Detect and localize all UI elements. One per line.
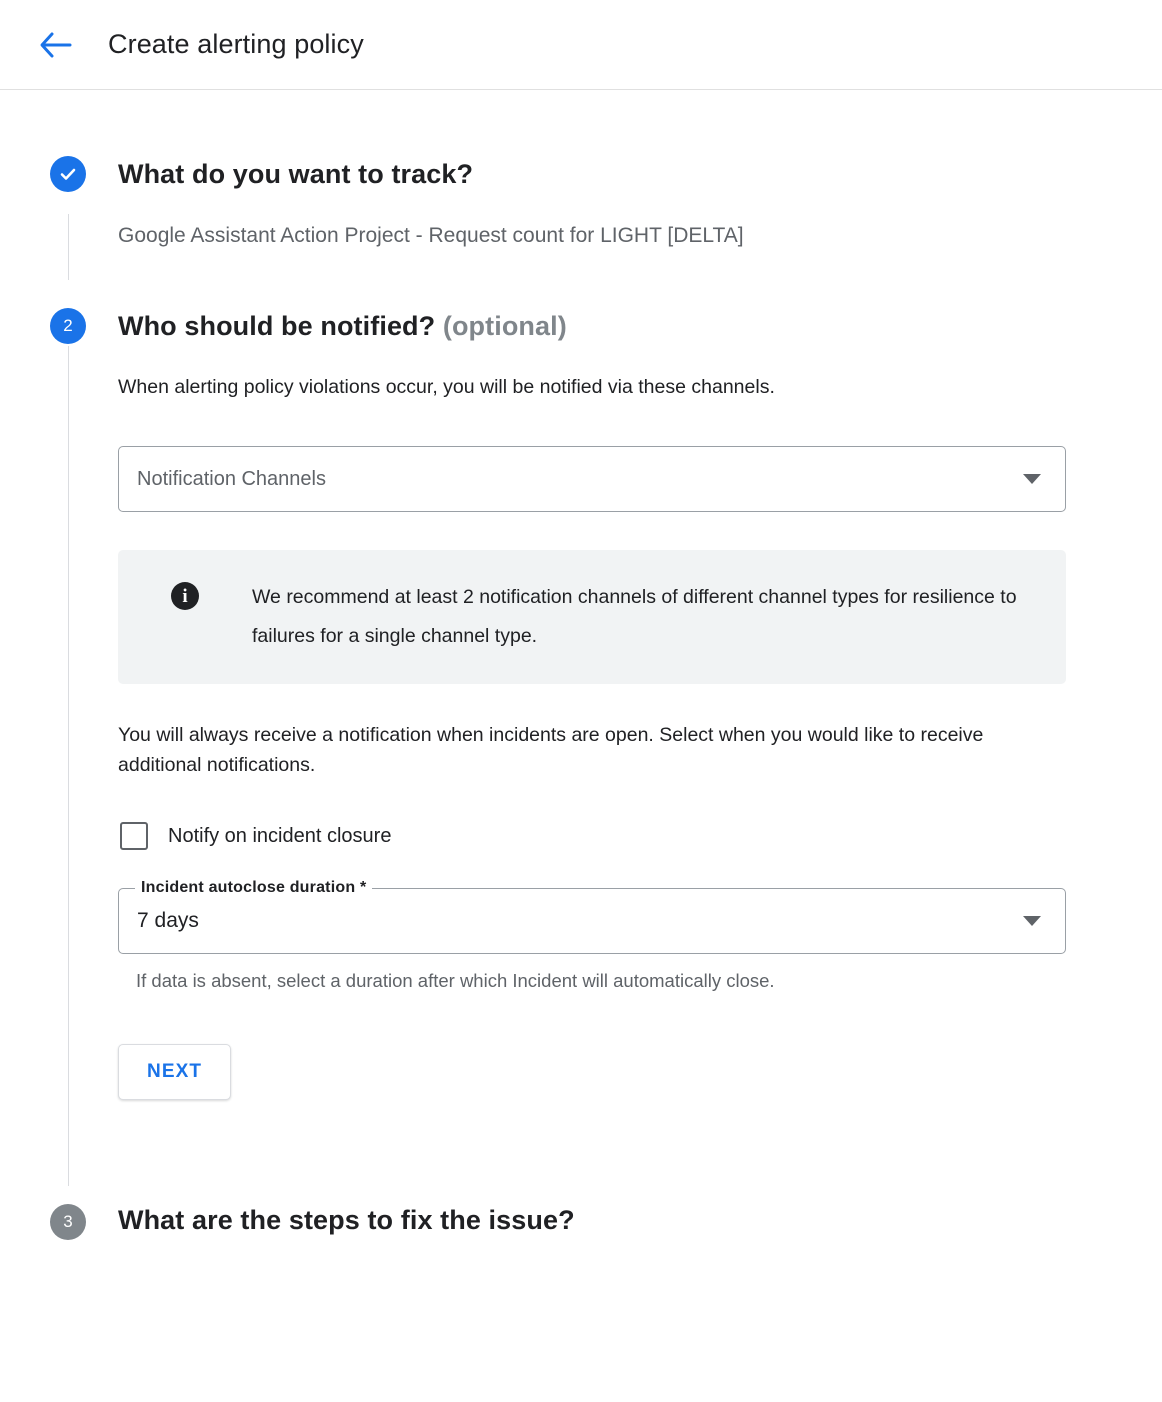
page-header xyxy=(0,0,1162,90)
notify-on-closure-checkbox[interactable] xyxy=(120,822,148,850)
recommendation-info-banner xyxy=(118,550,1066,684)
notification-channels-select[interactable] xyxy=(118,446,1066,512)
notification-channels-placeholder: Notification Channels xyxy=(137,467,326,490)
step-3-title: What are the steps to fix the issue? xyxy=(118,1205,575,1235)
step-2-rail xyxy=(68,346,69,1186)
notify-on-closure-label: Notify on incident closure xyxy=(168,824,392,847)
step-1-summary: Google Assistant Action Project - Request count for LIGHT [DELTA] xyxy=(118,224,744,247)
incident-autoclose-helper-text: If data is absent, select a duration after which Incident will automatically close. xyxy=(136,970,775,991)
wizard-content xyxy=(0,156,1162,1242)
notify-on-closure-row[interactable] xyxy=(118,822,1162,850)
step-2-title xyxy=(118,308,567,344)
step-2-optional-label: (optional) xyxy=(435,311,567,341)
step-2-header xyxy=(0,308,1162,346)
page-title: Create alerting policy xyxy=(108,29,364,59)
incident-autoclose-duration-value: 7 days xyxy=(137,909,199,932)
incident-autoclose-duration-label: Incident autoclose duration * xyxy=(135,879,372,897)
step-1-body xyxy=(0,214,1162,280)
additional-notifications-text: You will always receive a notification when incidents are open. Select when you would like to receive additional notifications. xyxy=(118,724,984,776)
step-1-title: What do you want to track? xyxy=(118,159,474,189)
next-button[interactable]: NEXT xyxy=(118,1044,231,1100)
step-2-intro-text: When alerting policy violations occur, you will be notified via these channels. xyxy=(118,376,775,398)
step-1-rail xyxy=(68,214,69,280)
incident-autoclose-duration-select[interactable] xyxy=(118,879,1066,954)
step-1-header xyxy=(0,156,1162,192)
info-icon-glyph: i xyxy=(171,582,199,610)
step-2-number-badge: 2 xyxy=(50,308,86,344)
chevron-down-icon xyxy=(1023,916,1041,926)
recommendation-info-text: We recommend at least 2 notification channels of different channel types for resilience to failures for a single channel type. xyxy=(252,586,1017,647)
step-3-number-badge: 3 xyxy=(50,1204,86,1240)
back-arrow-icon[interactable] xyxy=(34,23,78,67)
step-1-check-icon xyxy=(50,156,86,192)
step-2-title-text: Who should be notified? xyxy=(118,311,436,341)
info-icon xyxy=(118,578,252,610)
step-2-body xyxy=(0,346,1162,1186)
chevron-down-icon xyxy=(1023,474,1041,484)
step-3-header xyxy=(0,1202,1162,1242)
